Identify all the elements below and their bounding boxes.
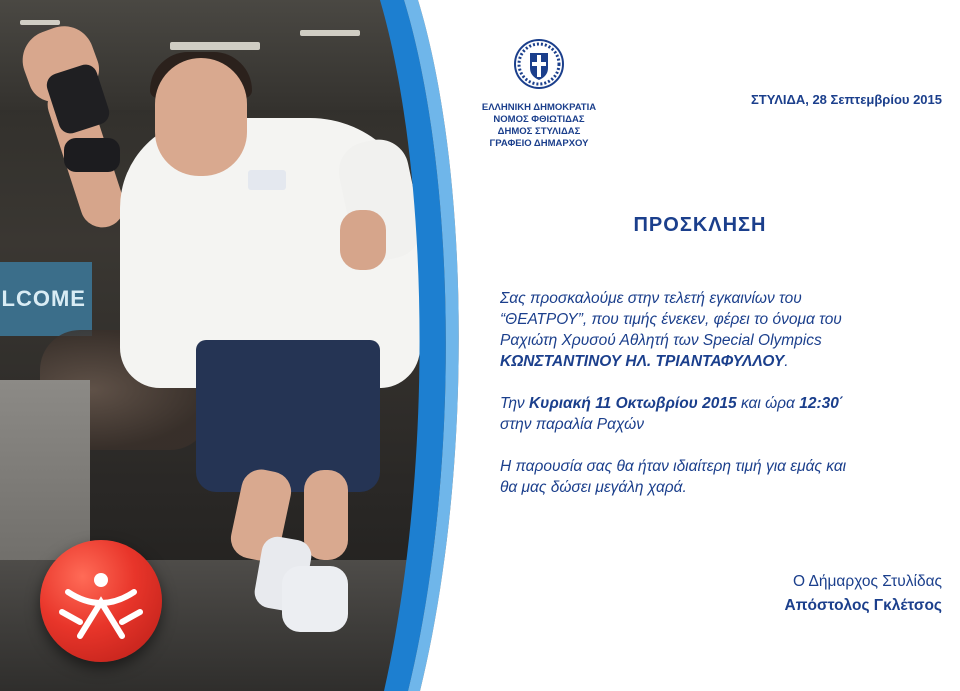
signatory-name: Απόστολος Γκλέτσος [784, 597, 942, 614]
elbow-band [64, 138, 120, 172]
event-time: 12:30΄ [799, 395, 845, 412]
honoree-name: ΚΩΝΣΤΑΝΤΙΝΟΥ ΗΛ. ΤΡΙΑΝΤΑΦΥΛΛΟΥ [500, 353, 785, 370]
ceiling-light [300, 30, 360, 36]
authority-line: ΕΛΛΗΝΙΚΗ ΔΗΜΟΚΡΑΤΙΑ [481, 102, 597, 113]
authority-line: ΔΗΜΟΣ ΣΤΥΛΙΔΑΣ [497, 126, 581, 137]
signatory-role: Ο Δήμαρχος Στυλίδας [793, 573, 942, 590]
paragraph-intro [500, 288, 950, 372]
document-date: ΣΤΥΛΙΔΑ, 28 Σεπτεμβρίου 2015 [750, 92, 942, 107]
athlete-right-shoe [282, 566, 348, 632]
paragraph-closing [500, 456, 950, 498]
document-title: ΠΡΟΣΚΛΗΣΗ [633, 214, 767, 236]
welcome-banner: LCOME [0, 262, 92, 336]
special-olympics-ball [40, 540, 162, 662]
honoree-period: . [784, 353, 789, 370]
signature-block [784, 570, 942, 618]
event-day: Κυριακή 11 Οκτωβρίου 2015 [528, 395, 737, 412]
intro-line: “ΘΕΑΤΡΟΥ”, που τιμής ένεκεν, φέρει το όνομα του [500, 311, 842, 328]
athlete-shorts [196, 340, 380, 492]
event-prefix: Την [500, 395, 529, 412]
issuing-authority [462, 102, 616, 150]
authority-line: ΓΡΑΦΕΙΟ ΔΗΜΑΡΧΟΥ [489, 138, 589, 149]
event-middle: και ώρα [736, 395, 800, 412]
event-location: στην παραλία Ραχών [500, 416, 644, 433]
paragraph-event-time [500, 393, 950, 435]
athlete-head [155, 58, 247, 176]
shirt-logo [248, 170, 286, 190]
athlete-right-leg [304, 470, 348, 560]
authority-line: ΝΟΜΟΣ ΦΘΙΩΤΙΔΑΣ [493, 114, 585, 125]
ceiling-light [170, 42, 260, 50]
greek-state-emblem-icon [513, 38, 565, 90]
intro-line: Σας προσκαλούμε στην τελετή εγκαινίων του [500, 290, 802, 307]
invitation-body [500, 288, 950, 519]
closing-line: θα μας δώσει μεγάλη χαρά. [500, 479, 687, 496]
intro-line: Ραχιώτη Χρυσού Αθλητή των Special Olympics [500, 332, 822, 349]
ceiling-light [20, 20, 60, 25]
closing-line: Η παρουσία σας θα ήταν ιδιαίτερη τιμή για εμάς και [500, 458, 847, 475]
special-olympics-logo-icon [40, 540, 162, 662]
